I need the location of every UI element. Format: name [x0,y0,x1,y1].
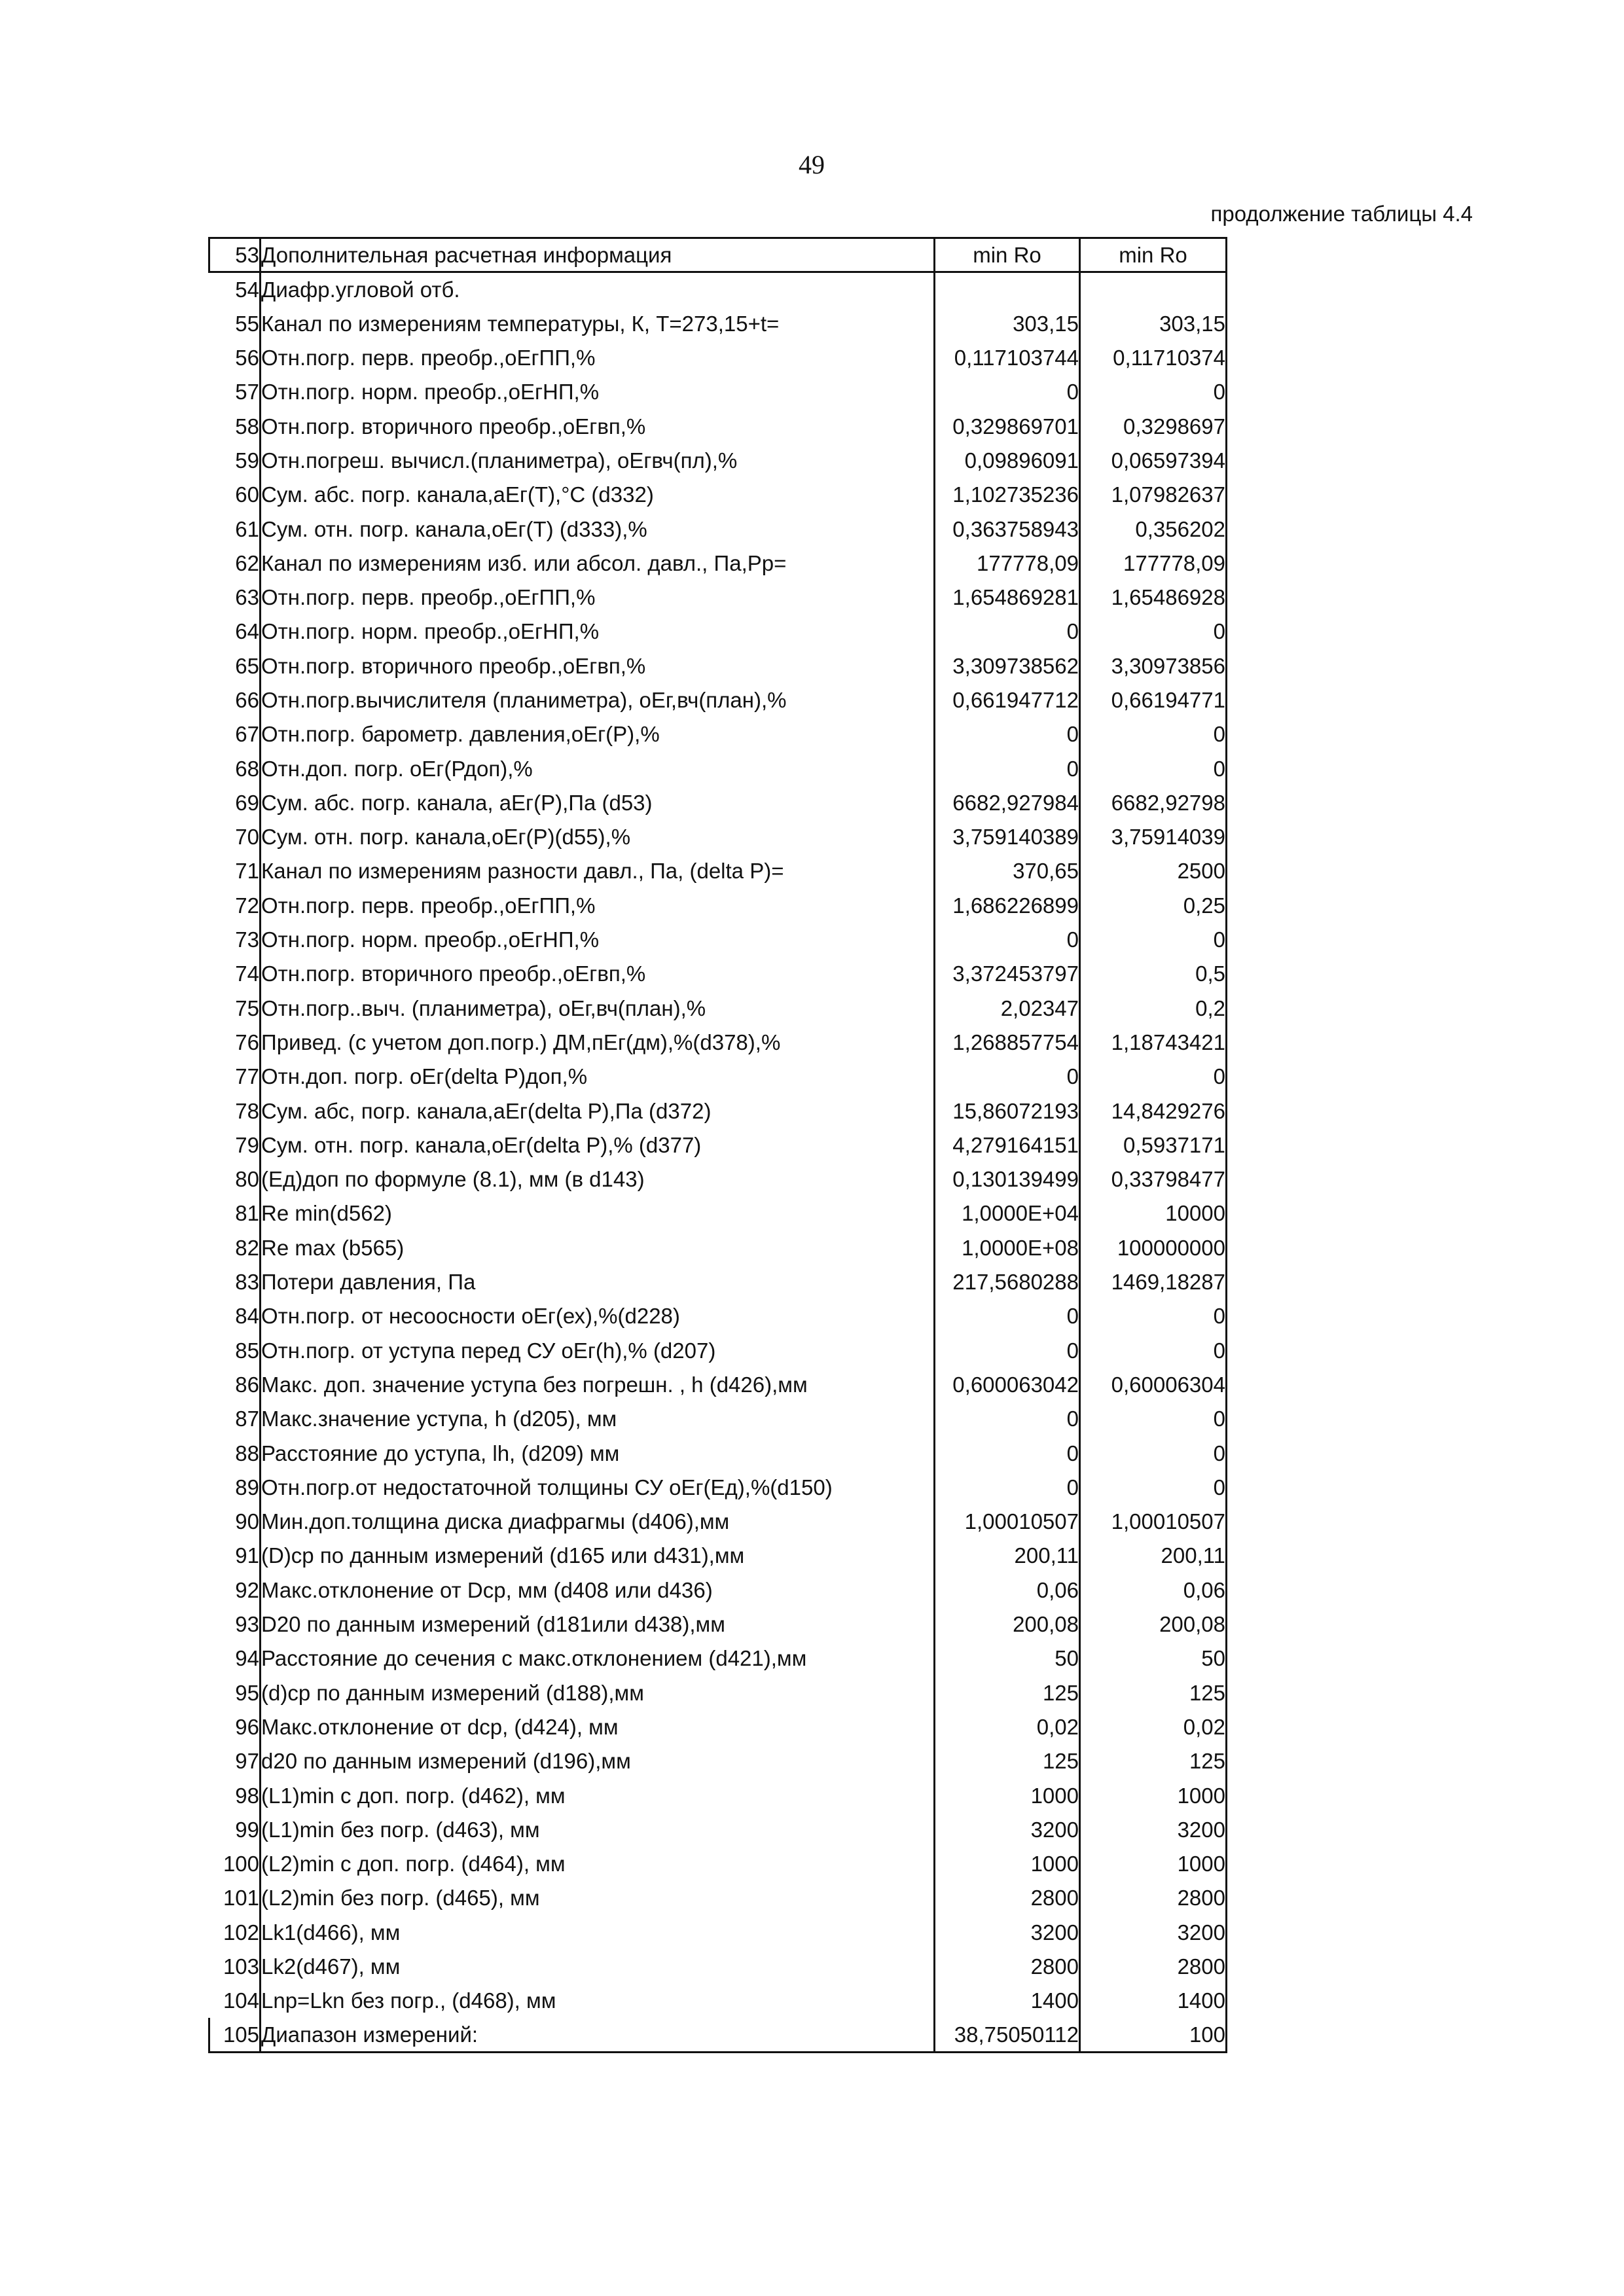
row-number: 79 [235,1132,259,1157]
row-number: 82 [235,1235,259,1260]
table-row [209,1162,1227,1196]
row-label: Макс.отклонение от dcp, (d424), мм [261,1710,935,1744]
row-label: (d)ср по данным измерений (d188),мм [261,1676,935,1710]
row-label: Отн.погр. от несоосности оЕг(ех),%(d228) [261,1299,935,1333]
row-value-col2: 3200 [1080,1812,1227,1846]
row-value-col2: 0 [1080,375,1227,409]
row-label: d20 по данным измерений (d196),мм [261,1744,935,1778]
row-number: 94 [235,1646,259,1671]
row-label: Мин.доп.толщина диска диафрагмы (d406),мм [261,1504,935,1538]
row-value-col2: 200,08 [1080,1607,1227,1641]
row-value-col2: 50 [1080,1641,1227,1676]
row-value-col2: 0 [1080,615,1227,649]
row-label: Сум. отн. погр. канала,оЕг(delta Р),% (d377) [261,1128,935,1162]
row-value-col1: 200,11 [935,1539,1080,1573]
row-label: Отн.доп. погр. оЕг(Рдоп),% [261,751,935,785]
row-label: Отн.погр. вторичного преобр.,оЕгвп,% [261,409,935,443]
header-label: Дополнительная расчетная информация [261,238,935,272]
table-row [209,785,1227,819]
row-label: Lk2(d467), мм [261,1949,935,1983]
row-value-col2: 0,2 [1080,991,1227,1025]
table-row [209,1265,1227,1299]
row-label: Макс. доп. значение уступа без погрешн. , h (d426),мм [261,1367,935,1401]
row-value-col2: 100 [1080,2018,1227,2052]
table-row [209,409,1227,443]
row-label: Отн.погр. норм. преобр.,оЕгНП,% [261,922,935,956]
row-number: 76 [235,1030,259,1054]
row-value-col1: 200,08 [935,1607,1080,1641]
table-row [209,375,1227,409]
row-value-col1: 0,06 [935,1573,1080,1607]
row-value-col1: 0 [935,375,1080,409]
table-row [209,1881,1227,1915]
calculation-table [208,237,1227,2053]
row-number: 54 [235,278,259,302]
row-value-col2: 0 [1080,1333,1227,1367]
row-value-col1: 1,00010507 [935,1504,1080,1538]
row-value-col2: 125 [1080,1744,1227,1778]
table-row [209,340,1227,374]
row-number: 74 [235,961,259,986]
row-number: 89 [235,1475,259,1499]
table-row [209,1094,1227,1128]
row-number: 88 [235,1441,259,1465]
row-value-col1: 0,661947712 [935,683,1080,717]
row-value-col1: 0 [935,615,1080,649]
row-label: Lk1(d466), мм [261,1915,935,1949]
row-value-col1: 0 [935,751,1080,785]
row-label: D20 по данным измерений (d181или d438),мм [261,1607,935,1641]
row-label: Re max (b565) [261,1230,935,1265]
row-number: 64 [235,619,259,644]
row-value-col2: 0,5 [1080,957,1227,991]
table-row [209,1778,1227,1812]
row-value-col1: 217,5680288 [935,1265,1080,1299]
row-number: 83 [235,1270,259,1295]
table-row [209,1504,1227,1538]
table-row [209,478,1227,512]
row-value-col2: 0 [1080,717,1227,751]
row-value-col2: 0,06 [1080,1573,1227,1607]
row-number: 73 [235,927,259,952]
table-row [209,1812,1227,1846]
table-body [209,238,1227,2053]
row-value-col2: 1,07982637 [1080,478,1227,512]
row-value-col1: 0,600063042 [935,1367,1080,1401]
row-label: (L2)min без погр. (d465), мм [261,1881,935,1915]
row-value-col1: 1,0000E+04 [935,1196,1080,1230]
row-value-col1: 6682,927984 [935,785,1080,819]
row-number: 72 [235,893,259,918]
row-number: 103 [223,1954,259,1979]
table-row [209,443,1227,477]
row-number: 55 [235,311,259,336]
row-label: (L1)min без погр. (d463), мм [261,1812,935,1846]
row-value-col1: 0,117103744 [935,340,1080,374]
row-value-col2: 3,75914039 [1080,820,1227,854]
row-number: 81 [235,1201,259,1226]
row-value-col2: 125 [1080,1676,1227,1710]
row-number: 99 [235,1817,259,1842]
row-value-col1: 177778,09 [935,546,1080,580]
row-value-col2: 0,25 [1080,888,1227,922]
row-value-col1: 3,759140389 [935,820,1080,854]
row-number: 87 [235,1407,259,1431]
table-row [209,512,1227,546]
row-value-col1: 1,268857754 [935,1025,1080,1059]
row-value-col2: 2800 [1080,1881,1227,1915]
row-value-col1 [935,272,1080,306]
row-value-col2: 2500 [1080,854,1227,888]
row-label: Отн.погр.от недостаточной толщины СУ оЕг(Ед),%(d150) [261,1470,935,1504]
row-value-col1: 1,102735236 [935,478,1080,512]
header-column-1: min Ro [935,238,1080,272]
header-row-number: 53 [209,238,261,272]
table-row [209,751,1227,785]
row-value-col2: 0,02 [1080,1710,1227,1744]
row-number: 78 [235,1098,259,1123]
table-row [209,615,1227,649]
row-value-col2: 0 [1080,922,1227,956]
row-value-col2: 200,11 [1080,1539,1227,1573]
row-value-col1: 3200 [935,1915,1080,1949]
row-number: 97 [235,1749,259,1774]
row-value-col2: 1469,18287 [1080,1265,1227,1299]
row-label: Отн.погр..выч. (планиметра), оЕг,вч(план),% [261,991,935,1025]
row-number: 90 [235,1509,259,1534]
row-value-col1: 50 [935,1641,1080,1676]
table-row [209,1196,1227,1230]
row-value-col2: 0 [1080,1299,1227,1333]
row-label: Диафр.угловой отб. [261,272,935,306]
table-row [209,272,1227,306]
row-value-col2: 1,00010507 [1080,1504,1227,1538]
row-number: 105 [209,2018,261,2052]
row-label: Макс.отклонение от Dcp, мм (d408 или d436) [261,1573,935,1607]
page-number: 49 [799,150,825,179]
row-value-col1: 3200 [935,1812,1080,1846]
row-value-col1: 1,0000E+08 [935,1230,1080,1265]
row-value-col1: 0 [935,1436,1080,1470]
table-row [209,1230,1227,1265]
row-value-col1: 125 [935,1744,1080,1778]
table-row [209,957,1227,991]
row-number: 92 [235,1577,259,1602]
row-number: 62 [235,550,259,575]
row-value-col2: 303,15 [1080,306,1227,340]
row-label: Расстояние до сечения с макс.отклонением (d421),мм [261,1641,935,1676]
row-number: 104 [223,1988,259,2013]
row-label: Канал по измерениям разности давл., Па, (delta P)= [261,854,935,888]
table-row [209,1984,1227,2018]
row-value-col1: 0,329869701 [935,409,1080,443]
row-value-col1: 2,02347 [935,991,1080,1025]
row-value-col1: 4,279164151 [935,1128,1080,1162]
table-row [209,1539,1227,1573]
table-row [209,1607,1227,1641]
row-number: 75 [235,996,259,1020]
row-number: 56 [235,346,259,370]
row-number: 57 [235,380,259,404]
table-row [209,1333,1227,1367]
row-value-col1: 0 [935,717,1080,751]
row-label: Расстояние до уступа, lh, (d209) мм [261,1436,935,1470]
row-label: Re min(d562) [261,1196,935,1230]
row-value-col1: 38,75050112 [935,2018,1080,2052]
row-value-col2: 0 [1080,1436,1227,1470]
row-value-col1: 0 [935,1299,1080,1333]
row-value-col2: 1000 [1080,1778,1227,1812]
row-label: Отн.погр. перв. преобр.,оЕгПП,% [261,340,935,374]
row-value-col2: 0 [1080,1402,1227,1436]
row-number: 70 [235,825,259,850]
table-row [209,1299,1227,1333]
row-label: Потери давления, Па [261,1265,935,1299]
row-number: 80 [235,1167,259,1192]
row-label: Отн.погр. норм. преобр.,оЕгНП,% [261,375,935,409]
table-row [209,1573,1227,1607]
row-number: 86 [235,1372,259,1397]
table-header-row [209,238,1227,272]
row-value-col1: 0 [935,1402,1080,1436]
row-value-col1: 15,86072193 [935,1094,1080,1128]
row-value-col2: 0,5937171 [1080,1128,1227,1162]
table-row [209,683,1227,717]
row-value-col1: 1,654869281 [935,580,1080,614]
row-value-col2: 6682,92798 [1080,785,1227,819]
row-number: 71 [235,859,259,884]
row-label: (L2)min с доп. погр. (d464), мм [261,1846,935,1880]
table-row [209,1060,1227,1094]
row-value-col1: 0 [935,1333,1080,1367]
table-row [209,1915,1227,1949]
row-value-col2: 3200 [1080,1915,1227,1949]
row-number: 61 [235,516,259,541]
row-value-col2: 1,65486928 [1080,580,1227,614]
table-row [209,854,1227,888]
row-number: 91 [235,1543,259,1568]
row-value-col2: 100000000 [1080,1230,1227,1265]
row-number: 59 [235,448,259,473]
table-row [209,1128,1227,1162]
row-number: 84 [235,1304,259,1329]
row-label: Сум. отн. погр. канала,оЕг(Т) (d333),% [261,512,935,546]
row-label: Сум. абс, погр. канала,аЕг(delta Р),Па (d372) [261,1094,935,1128]
row-value-col2: 1000 [1080,1846,1227,1880]
table-row [209,580,1227,614]
table-row [209,1470,1227,1504]
row-number: 68 [235,756,259,781]
row-value-col1: 0 [935,1470,1080,1504]
row-value-col2: 1,18743421 [1080,1025,1227,1059]
row-value-col1: 1000 [935,1846,1080,1880]
row-label: Канал по измерениям изб. или абсол. давл., Па,Рр= [261,546,935,580]
row-value-col2 [1080,272,1227,306]
table-row [209,922,1227,956]
row-label: Отн.доп. погр. оЕг(delta Р)доп,% [261,1060,935,1094]
table-row [209,306,1227,340]
row-number: 69 [235,790,259,815]
row-number: 100 [223,1852,259,1876]
row-label: Отн.погр. вторичного преобр.,оЕгвп,% [261,649,935,683]
row-value-col1: 1,686226899 [935,888,1080,922]
row-value-col2: 0,11710374 [1080,340,1227,374]
row-value-col1: 0,363758943 [935,512,1080,546]
row-number: 96 [235,1714,259,1739]
row-label: (D)ср по данным измерений (d165 или d431),мм [261,1539,935,1573]
row-number: 65 [235,653,259,678]
row-value-col2: 0,356202 [1080,512,1227,546]
row-label: Сум. абс. погр. канала, аЕг(Р),Па (d53) [261,785,935,819]
row-value-col1: 125 [935,1676,1080,1710]
table-row [209,1436,1227,1470]
row-value-col1: 0,130139499 [935,1162,1080,1196]
row-number: 95 [235,1680,259,1705]
row-label: Отн.погр. барометр. давления,оЕг(Р),% [261,717,935,751]
row-value-col2: 0 [1080,1470,1227,1504]
table-row [209,1402,1227,1436]
row-value-col2: 0,66194771 [1080,683,1227,717]
table-row [209,1710,1227,1744]
row-value-col1: 0 [935,922,1080,956]
row-value-col1: 2800 [935,1949,1080,1983]
table-row [209,1744,1227,1778]
row-number: 58 [235,414,259,439]
row-number: 63 [235,585,259,610]
row-value-col2: 177778,09 [1080,546,1227,580]
row-label: Отн.погр. вторичного преобр.,оЕгвп,% [261,957,935,991]
row-label: Отн.погр. от уступа перед СУ оЕг(h),% (d207) [261,1333,935,1367]
row-label: Макс.значение уступа, h (d205), мм [261,1402,935,1436]
row-label: (L1)min с доп. погр. (d462), мм [261,1778,935,1812]
row-label: (Ед)доп по формуле (8.1), мм (в d143) [261,1162,935,1196]
row-value-col1: 0,09896091 [935,443,1080,477]
row-value-col2: 0,06597394 [1080,443,1227,477]
row-number: 93 [235,1612,259,1637]
row-label: Диапазон измерений: [261,2018,935,2052]
table-row [209,1367,1227,1401]
table-row [209,1025,1227,1059]
row-number: 102 [223,1920,259,1945]
table-row [209,1949,1227,1983]
row-label: Отн.погр.вычислителя (планиметра), оЕг,вч(план),% [261,683,935,717]
row-value-col2: 1400 [1080,1984,1227,2018]
table-row [209,546,1227,580]
table-row [209,888,1227,922]
table-row [209,717,1227,751]
table-row [209,1641,1227,1676]
row-label: Отн.погр. перв. преобр.,оЕгПП,% [261,888,935,922]
row-label: Сум. отн. погр. канала,оЕг(Р)(d55),% [261,820,935,854]
row-value-col1: 3,309738562 [935,649,1080,683]
row-number: 60 [235,482,259,507]
row-value-col2: 0 [1080,751,1227,785]
row-value-col2: 0 [1080,1060,1227,1094]
row-value-col2: 0,60006304 [1080,1367,1227,1401]
row-value-col2: 3,30973856 [1080,649,1227,683]
row-value-col1: 1000 [935,1778,1080,1812]
row-value-col1: 2800 [935,1881,1080,1915]
row-number: 101 [223,1886,259,1910]
row-value-col2: 14,8429276 [1080,1094,1227,1128]
row-number: 67 [235,722,259,747]
row-value-col1: 303,15 [935,306,1080,340]
table-continuation-label: продолжение таблицы 4.4 [1210,202,1473,226]
table-row [209,1846,1227,1880]
row-number: 77 [235,1064,259,1089]
row-value-col2: 0,3298697 [1080,409,1227,443]
row-label: Привед. (с учетом доп.погр.) ДМ,пЕг(дм),%(d378),% [261,1025,935,1059]
row-value-col1: 3,372453797 [935,957,1080,991]
row-value-col2: 10000 [1080,1196,1227,1230]
row-label: Сум. абс. погр. канала,аЕг(Т),°С (d332) [261,478,935,512]
row-value-col1: 0 [935,1060,1080,1094]
row-label: Отн.погр. норм. преобр.,оЕгНП,% [261,615,935,649]
row-value-col1: 370,65 [935,854,1080,888]
row-value-col1: 1400 [935,1984,1080,2018]
row-label: Отн.погреш. вычисл.(планиметра), оЕгвч(пл),% [261,443,935,477]
row-value-col2: 0,33798477 [1080,1162,1227,1196]
table-row [209,991,1227,1025]
header-column-2: min Ro [1080,238,1227,272]
row-value-col1: 0,02 [935,1710,1080,1744]
table-row [209,820,1227,854]
table-row [209,2018,1227,2052]
row-label: Отн.погр. перв. преобр.,оЕгПП,% [261,580,935,614]
row-number: 98 [235,1783,259,1808]
table-row [209,649,1227,683]
row-number: 66 [235,688,259,712]
row-value-col2: 2800 [1080,1949,1227,1983]
row-label: Lnp=Lkn без погр., (d468), мм [261,1984,935,2018]
row-number: 85 [235,1338,259,1363]
table-row [209,1676,1227,1710]
row-label: Канал по измерениям температуры, К, Т=273,15+t= [261,306,935,340]
